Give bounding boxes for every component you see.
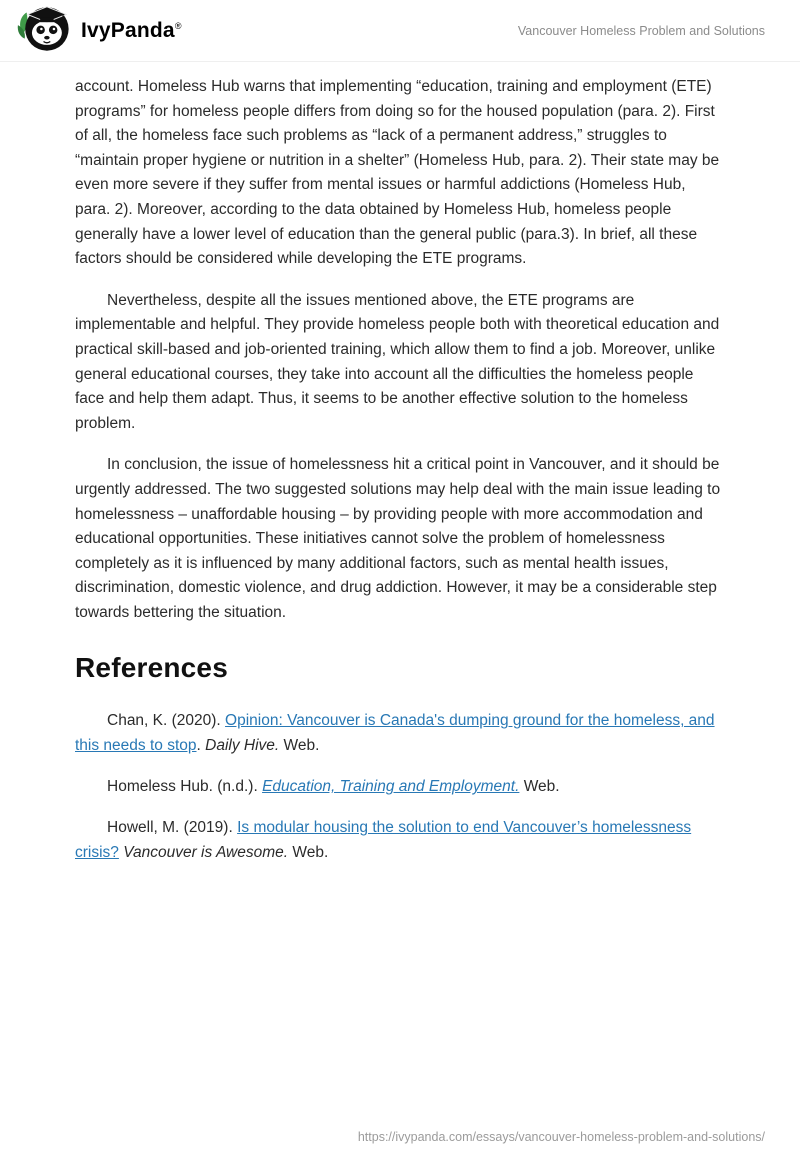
reference-text: Homeless Hub. (n.d.). [107,778,263,796]
ivypanda-logo-icon [16,3,72,58]
registered-mark: ® [174,20,182,31]
reference-text: Web. [279,737,320,755]
reference-entry [75,774,723,799]
reference-link[interactable]: Education, Training and Employment. [262,778,520,796]
essay-paragraph: In conclusion, the issue of homelessness hit a critical point in Vancouver, and it should be urgently addressed. The two suggested solutions may help deal with the main issue leading to homelessness – unaffordable housing – by providing people with more accommodation and educational opportunities. These initiatives cannot solve the problem of homelessness completely as it is influenced by many additional factors, such as mental health issues, discrimination, domestic violence, and drug addiction. However, it may be a considerable step towards bettering the situation. [75,456,721,621]
reference-list [75,708,723,865]
essay-paragraphs [75,75,723,625]
reference-link[interactable]: Opinion: Vancouver is Canada's dumping ground for the homeless, and this needs to stop [75,712,715,755]
document-title: Vancouver Homeless Problem and Solutions [517,23,765,38]
reference-text: Web. [519,778,560,796]
source-url: https://ivypanda.com/essays/vancouver-homeless-problem-and-solutions/ [357,1130,765,1144]
essay-paragraph: Nevertheless, despite all the issues mentioned above, the ETE programs are implementable and helpful. They provide homeless people both with theoretical education and practical skill-based and job-oriented training, which allow them to find a job. Moreover, unlike general educational courses, they take into account all the difficulties the homeless people face and help them adapt. Thus, it seems to be another effective solution to the homeless problem. [75,291,720,432]
references-heading: References [75,652,228,684]
page-header [0,0,800,62]
reference-text: Chan, K. (2020). [107,712,226,730]
brand[interactable] [16,3,182,58]
reference-text: Web. [288,844,329,862]
reference-text: Howell, M. (2019). [107,819,238,837]
reference-entry [75,708,723,758]
reference-link[interactable]: Is modular housing the solution to end Vancouver’s homelessness crisis? [75,819,692,862]
essay-content [0,62,800,865]
reference-italic-text: Daily Hive. [205,737,280,755]
reference-entry [75,815,723,865]
essay-paragraph: account. Homeless Hub warns that implementing “education, training and employment (ETE) programs” for homeless people differs from doing so for the housed population (para. 2). First of all, the homeless face such problems as “lack of a permanent address,” struggles to “maintain proper hygiene or nutrition in a shelter” (Homeless Hub, para. 2). Their state may be even more severe if they suffer from mental issues or harmful addictions (Homeless Hub, para. 2). Moreover, according to the data obtained by Homeless Hub, homeless people generally have a lower level of education than the general public (para.3). In brief, all these factors should be considered while developing the ETE programs. [75,78,720,268]
reference-text: . [196,737,206,755]
brand-name: IvyPanda® [81,18,182,42]
reference-italic-text: Vancouver is Awesome. [118,844,289,862]
